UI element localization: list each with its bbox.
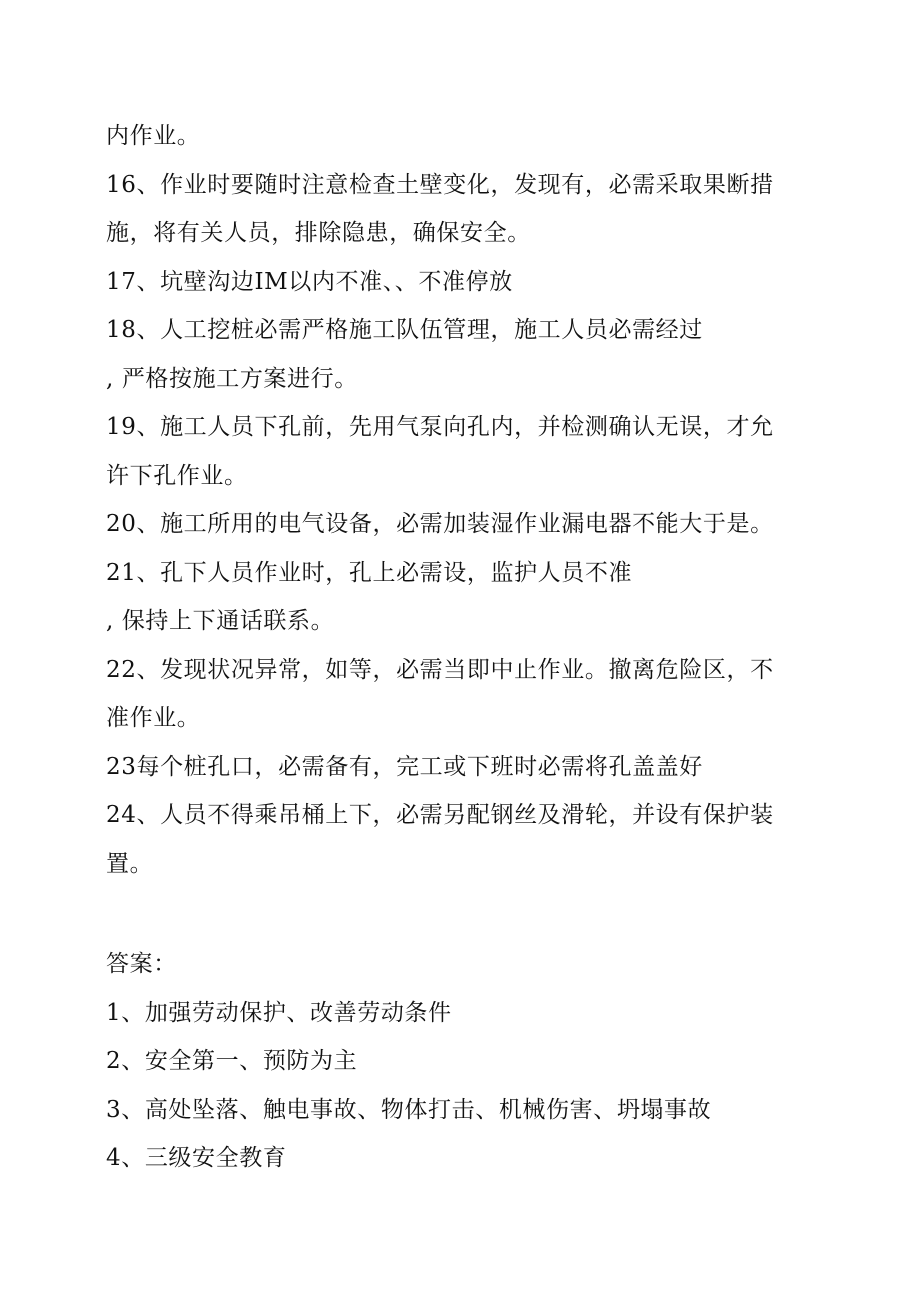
body-text: [106, 112, 806, 888]
text-line: 许下孔作业。: [106, 462, 248, 489]
text-line: 置。: [106, 850, 154, 877]
text-line: 内作业。: [106, 123, 201, 149]
answers-section: [106, 940, 806, 1183]
text-line: 22、发现状况异常，如等，必需当即中止作业。撤离危险区，不: [106, 656, 774, 683]
text-line: 23每个桩孔口，必需备有，完工或下班时必需将孔盖盖好: [106, 753, 703, 780]
text-line: 17、坑壁沟边IM以内不准、、不准停放: [106, 268, 513, 295]
answer-item: 4、三级安全教育: [106, 1145, 287, 1171]
text-line: 施，将有关人员，排除隐患，确保安全。: [106, 220, 531, 246]
text-line: 20、施工所用的电气设备，必需加装湿作业漏电器不能大于是。: [106, 511, 774, 537]
text-line: 16、作业时要随时注意检查土壁变化，发现有，必需采取果断措: [106, 171, 774, 198]
answers-heading: 答案：: [106, 951, 177, 977]
text-line: 21、孔下人员作业时，孔上必需设，监护人员不准: [106, 559, 633, 586]
answer-item: 1、加强劳动保护、改善劳动条件: [106, 999, 452, 1026]
text-line: 24、人员不得乘吊桶上下，必需另配钢丝及滑轮，并设有保护装: [106, 802, 774, 828]
text-line: 18、人工挖桩必需严格施工队伍管理，施工人员必需经过: [106, 317, 703, 343]
text-line: , 严格按施工方案进行。: [106, 365, 358, 392]
answer-item: 2、安全第一、预防为主: [106, 1048, 358, 1074]
text-line: 19、施工人员下孔前，先用气泵向孔内，并检测确认无误，才允: [106, 414, 774, 440]
text-line: 准作业。: [106, 705, 201, 731]
answer-item: 3、高处坠落、触电事故、物体打击、机械伤害、坍塌事故: [106, 1096, 712, 1123]
text-line: , 保持上下通话联系。: [106, 608, 335, 634]
